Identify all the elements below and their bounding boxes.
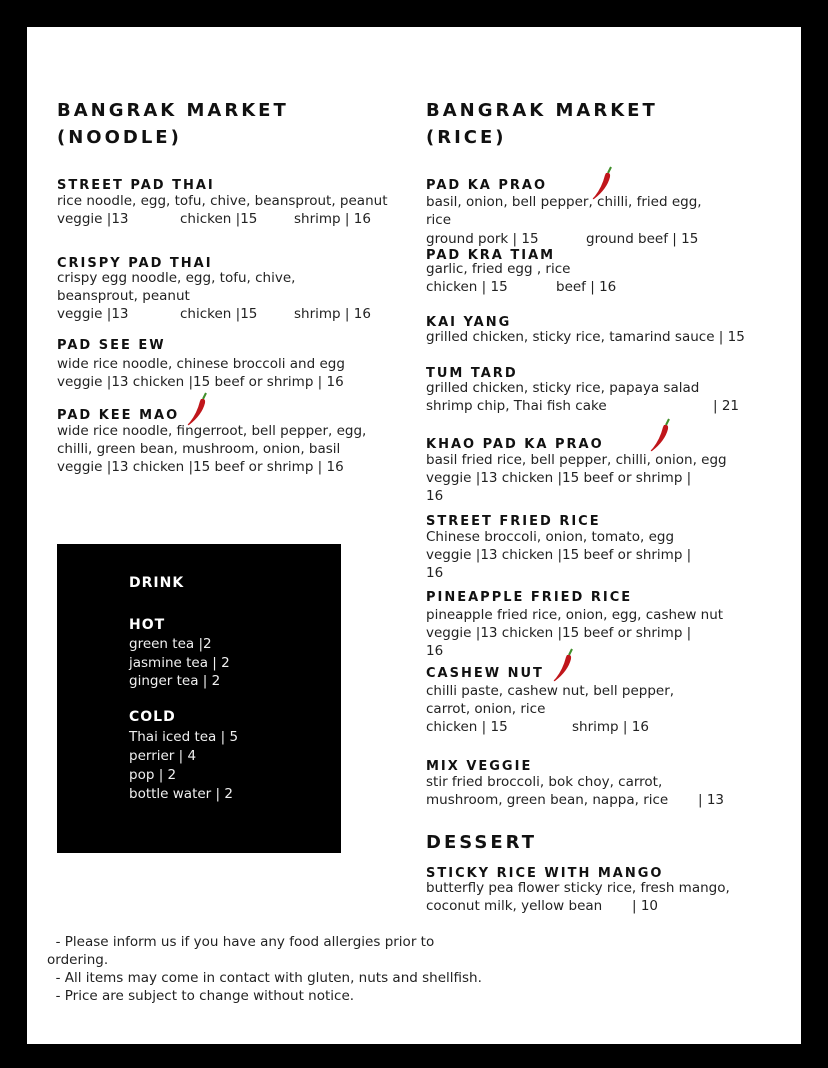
menu-item-description: beansprout, peanut <box>57 288 190 304</box>
menu-item-prices: veggie |13 chicken |15 beef or shrimp | <box>426 547 692 563</box>
price-shrimp: shrimp | 16 <box>572 719 649 735</box>
cold-drinks-label: COLD <box>129 709 176 725</box>
drink-item: ginger tea | 2 <box>129 673 221 689</box>
menu-item-name: MIX VEGGIE <box>426 759 533 774</box>
menu-item-name: PINEAPPLE FRIED RICE <box>426 590 633 605</box>
menu-item-name: PAD KA PRAO <box>426 178 548 193</box>
menu-item-prices: 16 <box>426 488 444 504</box>
menu-item-name: TUM TARD <box>426 366 518 381</box>
drink-panel <box>57 544 341 853</box>
menu-item-description: grilled chicken, sticky rice, tamarind sauce | 15 <box>426 329 745 345</box>
drink-title: DRINK <box>129 575 185 591</box>
menu-item-name: PAD KEE MAO <box>57 408 180 423</box>
noodle-section-title <box>57 97 289 151</box>
noodle-title-line2: (NOODLE) <box>57 127 182 148</box>
hot-drinks-label: HOT <box>129 617 166 633</box>
drink-item: Thai iced tea | 5 <box>129 729 239 745</box>
chili-pepper-icon <box>184 389 214 429</box>
menu-item-prices: 16 <box>426 565 444 581</box>
menu-page <box>27 27 801 1044</box>
menu-item-name: STICKY RICE WITH MANGO <box>426 866 664 881</box>
menu-item-name: STREET PAD THAI <box>57 178 215 193</box>
chili-pepper-icon <box>647 415 677 455</box>
price-ground-beef: ground beef | 15 <box>586 231 699 247</box>
menu-item-description: shrimp chip, Thai fish cake <box>426 398 607 414</box>
menu-item-description: Chinese broccoli, onion, tomato, egg <box>426 529 675 545</box>
price-chicken: chicken | 15 <box>426 279 508 295</box>
drink-item: pop | 2 <box>129 767 177 783</box>
menu-item-description: carrot, onion, rice <box>426 701 546 717</box>
price-chicken: chicken |15 <box>180 211 258 227</box>
menu-item-prices: veggie |13 chicken |15 beef or shrimp | 16 <box>57 374 344 390</box>
chili-pepper-icon <box>550 645 580 685</box>
menu-item-description: stir fried broccoli, bok choy, carrot, <box>426 774 663 790</box>
menu-item-description: butterfly pea flower sticky rice, fresh mango, <box>426 880 730 896</box>
rice-title-line2: (RICE) <box>426 127 507 148</box>
footer-note: ordering. <box>47 952 109 968</box>
menu-item-name: PAD KRA TIAM <box>426 248 556 263</box>
menu-item-description: chilli, green bean, mushroom, onion, basil <box>57 441 341 457</box>
price-chicken: chicken | 15 <box>426 719 508 735</box>
rice-section-title <box>426 97 658 151</box>
menu-item-description: wide rice noodle, fingerroot, bell pepper, egg, <box>57 423 367 439</box>
price: | 13 <box>698 792 725 808</box>
menu-item-prices: veggie |13 chicken |15 beef or shrimp | <box>426 470 692 486</box>
menu-item-description: rice <box>426 212 452 228</box>
noodle-title-line1: BANGRAK MARKET <box>57 100 289 121</box>
menu-item-description: grilled chicken, sticky rice, papaya salad <box>426 380 700 396</box>
price-shrimp: shrimp | 16 <box>294 306 371 322</box>
menu-item-prices: veggie |13 chicken |15 beef or shrimp | 16 <box>57 459 344 475</box>
rice-title-line1: BANGRAK MARKET <box>426 100 658 121</box>
menu-item-description: rice noodle, egg, tofu, chive, beansprout, peanut <box>57 193 388 209</box>
footer-note: - Please inform us if you have any food allergies prior to <box>47 934 435 950</box>
price-chicken: chicken |15 <box>180 306 258 322</box>
menu-item-description: mushroom, green bean, nappa, rice <box>426 792 669 808</box>
menu-item-name: PAD SEE EW <box>57 338 166 353</box>
menu-item-description: garlic, fried egg , rice <box>426 261 571 277</box>
menu-item-name: CRISPY PAD THAI <box>57 256 213 271</box>
menu-item-description: crispy egg noodle, egg, tofu, chive, <box>57 270 296 286</box>
menu-item-description: wide rice noodle, chinese broccoli and egg <box>57 356 345 372</box>
drink-item: green tea |2 <box>129 636 212 652</box>
menu-item-name: KAI YANG <box>426 315 512 330</box>
menu-item-description: basil fried rice, bell pepper, chilli, onion, egg <box>426 452 727 468</box>
menu-item-name: CASHEW NUT <box>426 666 544 681</box>
footer-note: - All items may come in contact with gluten, nuts and shellfish. <box>47 970 482 986</box>
menu-item-description: pineapple fried rice, onion, egg, cashew nut <box>426 607 724 623</box>
menu-item-name: STREET FRIED RICE <box>426 514 601 529</box>
price: | 21 <box>713 398 740 414</box>
price-veggie: veggie |13 <box>57 306 129 322</box>
price-veggie: veggie |13 <box>57 211 129 227</box>
footer-note: - Price are subject to change without notice. <box>47 988 355 1004</box>
drink-item: perrier | 4 <box>129 748 197 764</box>
drink-item: bottle water | 2 <box>129 786 233 802</box>
menu-item-prices: 16 <box>426 643 444 659</box>
dessert-title: DESSERT <box>426 832 537 853</box>
menu-item-prices: veggie |13 chicken |15 beef or shrimp | <box>426 625 692 641</box>
menu-item-description: chilli paste, cashew nut, bell pepper, <box>426 683 675 699</box>
price: | 10 <box>632 898 659 914</box>
price-beef: beef | 16 <box>556 279 617 295</box>
chili-pepper-icon <box>589 163 619 203</box>
menu-item-description: basil, onion, bell pepper, chilli, fried egg, <box>426 194 702 210</box>
menu-item-name: KHAO PAD KA PRAO <box>426 437 604 452</box>
price-ground-pork: ground pork | 15 <box>426 231 539 247</box>
price-shrimp: shrimp | 16 <box>294 211 371 227</box>
menu-item-description: coconut milk, yellow bean <box>426 898 603 914</box>
drink-item: jasmine tea | 2 <box>129 655 230 671</box>
